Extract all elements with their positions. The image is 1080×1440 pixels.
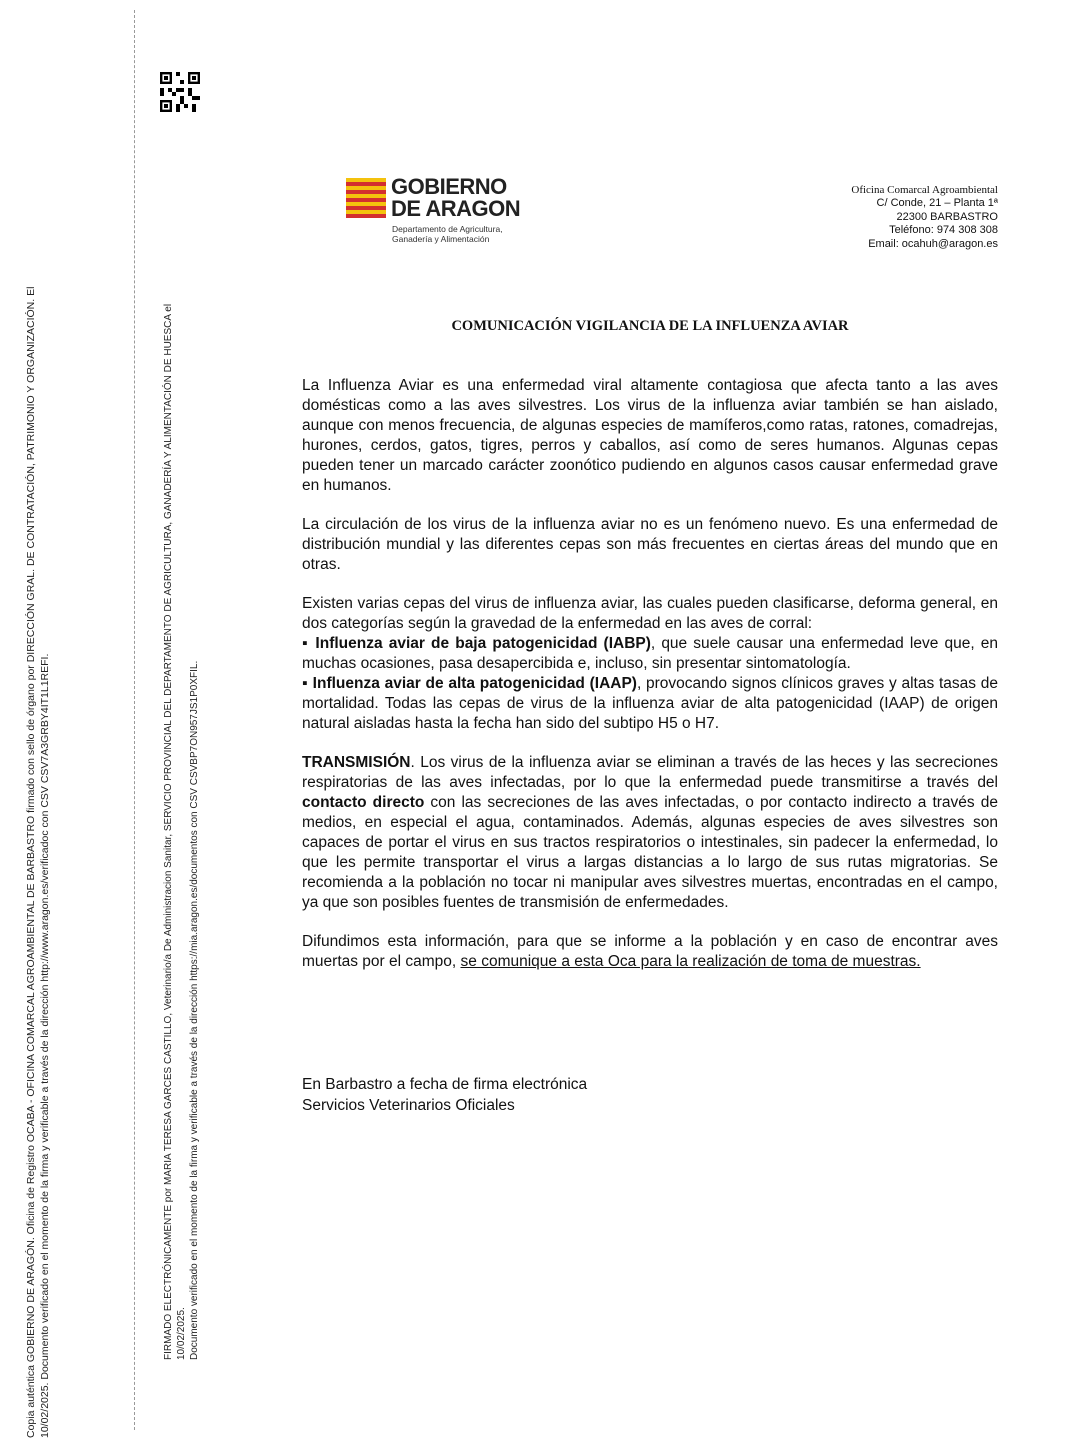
margin-divider (134, 10, 135, 1430)
margin-verification-text-1: Copia auténtica GOBIERNO DE ARAGÓN. Oficina de Registro OCABA - OFICINA COMARCAL AGROAMBIENTAL DE BARBASTRO firmado con sello de órgano por DIRECCIÓN GRAL. DE CONTRATACIÓN, PATRIMONIO Y ORGANIZACIÓN. El (25, 286, 37, 1438)
paragraph-circulation: La circulación de los virus de la influenza aviar no es un fenómeno nuevo. Es una enfermedad de distribución mundial y las diferentes cepas son más frecuentes en ciertas áreas del mundo que en otras. (302, 516, 998, 573)
signature-text-1: FIRMADO ELECTRÓNICAMENTE por MARIA TERESA GARCES CASTILLO, Veterinario/a De Administracion Sanitar, SERVICIO PROVINCIAL DEL DEPARTAMENTO DE AGRICULTURA, GANADERÍA Y ALIMENTACIÓN DE HUESCA el (163, 303, 174, 1360)
office-city: 22300 BARBASTRO (896, 210, 998, 223)
office-street: C/ Conde, 21 – Planta 1ª (876, 197, 998, 210)
logo-subtitle-line1: Departamento de Agricultura, (392, 224, 503, 234)
margin-verification-text-2: 10/02/2025. Documento verificado en el momento de la firma y verificable a través de la dirección http://www.aragon.es/verificadoc con CSV CSV7A3GRBY4IT1L1REFI. (39, 653, 51, 1438)
notice-text: Difundimos esta información, para que se informe a la población y en caso de encontrar aves muertas por el campo, (302, 933, 998, 970)
strains-intro: Existen varias cepas del virus de influenza aviar, las cuales pueden clasificarse, deforma general, en dos categorías según la gravedad de la enfermedad en las aves de corral: (302, 595, 998, 632)
paragraph-strains (302, 594, 998, 734)
logo-title-line1: GOBIERNO (391, 174, 507, 199)
aragon-flag-icon (346, 178, 386, 218)
paragraph-intro: La Influenza Aviar es una enfermedad viral altamente contagiosa que afecta tanto a las aves domésticas como a las aves silvestres. Los virus de la influenza aviar también se han aislado, aunque con menos frecuencia, de algunas especies de mamíferos,como ratas, ratones, comadrejas, hurones, cerdos, gatos, tigres, perros y caballos, así como de seres humanos. Algunas cepas pueden tener un marcado carácter zoonótico pudiendo en algunos casos causar enfermedad grave en humanos. (302, 377, 998, 494)
list-item-iabp (302, 634, 998, 674)
paragraph-notice (302, 932, 998, 972)
office-email: Email: ocahuh@aragon.es (868, 237, 998, 250)
logo-title-line2: DE ARAGON (391, 196, 521, 221)
iaap-text: , provocando signos clínicos graves y altas tasas de mortalidad. Todas las cepas de virus de la influenza aviar de alta patogenicidad (IAAP) de origen natural aisladas hasta la fecha han sido del subtipo H5 o H7. (302, 675, 998, 732)
gobierno-aragon-logo (346, 176, 546, 248)
signature-text-2: 10/02/2025. (176, 1307, 187, 1360)
document-title: COMUNICACIÓN VIGILANCIA DE LA INFLUENZA AVIAR (451, 318, 849, 334)
office-address (851, 184, 998, 251)
closing-place-date: En Barbastro a fecha de firma electrónica (302, 1076, 588, 1093)
closing-block (302, 1074, 587, 1116)
notice-underlined-text: se comunique a esta Oca para la realización de toma de muestras. (460, 953, 921, 970)
logo-title (391, 176, 520, 220)
document-body (302, 376, 998, 991)
transmission-text-b: con las secreciones de las aves infectadas, o por contacto indirecto a través de medios, en especial el agua, contaminados. Además, algunas especies de aves silvestres son capaces de portar el virus en sus tractos respiratorios o intestinales, sin padecer la enfermedad, lo que les permite transportar el virus a largas distancias a lo largo de sus rutas migratorias. Se recomienda a la población no tocar ni manipular aves silvestres muertas, encontradas en el campo, ya que son posibles fuentes de transmisión de enfermedades. (302, 794, 998, 911)
office-name: Oficina Comarcal Agroambiental (851, 184, 998, 196)
office-phone: Teléfono: 974 308 308 (889, 224, 998, 237)
iabp-label: ▪ Influenza aviar de baja patogenicidad (IABP) (302, 635, 651, 652)
direct-contact-term: contacto directo (302, 794, 425, 811)
closing-signatory: Servicios Veterinarios Oficiales (302, 1097, 515, 1114)
iaap-label: ▪ Influenza aviar de alta patogenicidad (IAAP) (302, 675, 637, 692)
paragraph-transmission (302, 753, 998, 913)
transmission-text-a: . Los virus de la influenza aviar se eliminan a través de las heces y las secreciones respiratorias de las aves infectadas, por lo que la enfermedad puede transmitirse a través del (302, 754, 998, 791)
logo-subtitle-line2: Ganadería y Alimentación (392, 234, 490, 244)
iabp-text: , que suele causar una enfermedad leve que, en muchas ocasiones, pasa desapercibida e, incluso, sin presentar sintomatología. (302, 635, 998, 672)
qr-code-icon (160, 72, 200, 112)
logo-subtitle (392, 224, 503, 244)
list-item-iaap (302, 674, 998, 734)
signature-text-3: Documento verificado en el momento de la firma y verificable a través de la dirección https://mia.aragon.es/documentos con CSV CSVBP7ON957JS1P0XFIL. (189, 660, 200, 1360)
transmission-heading: TRANSMISIÓN (302, 754, 411, 771)
